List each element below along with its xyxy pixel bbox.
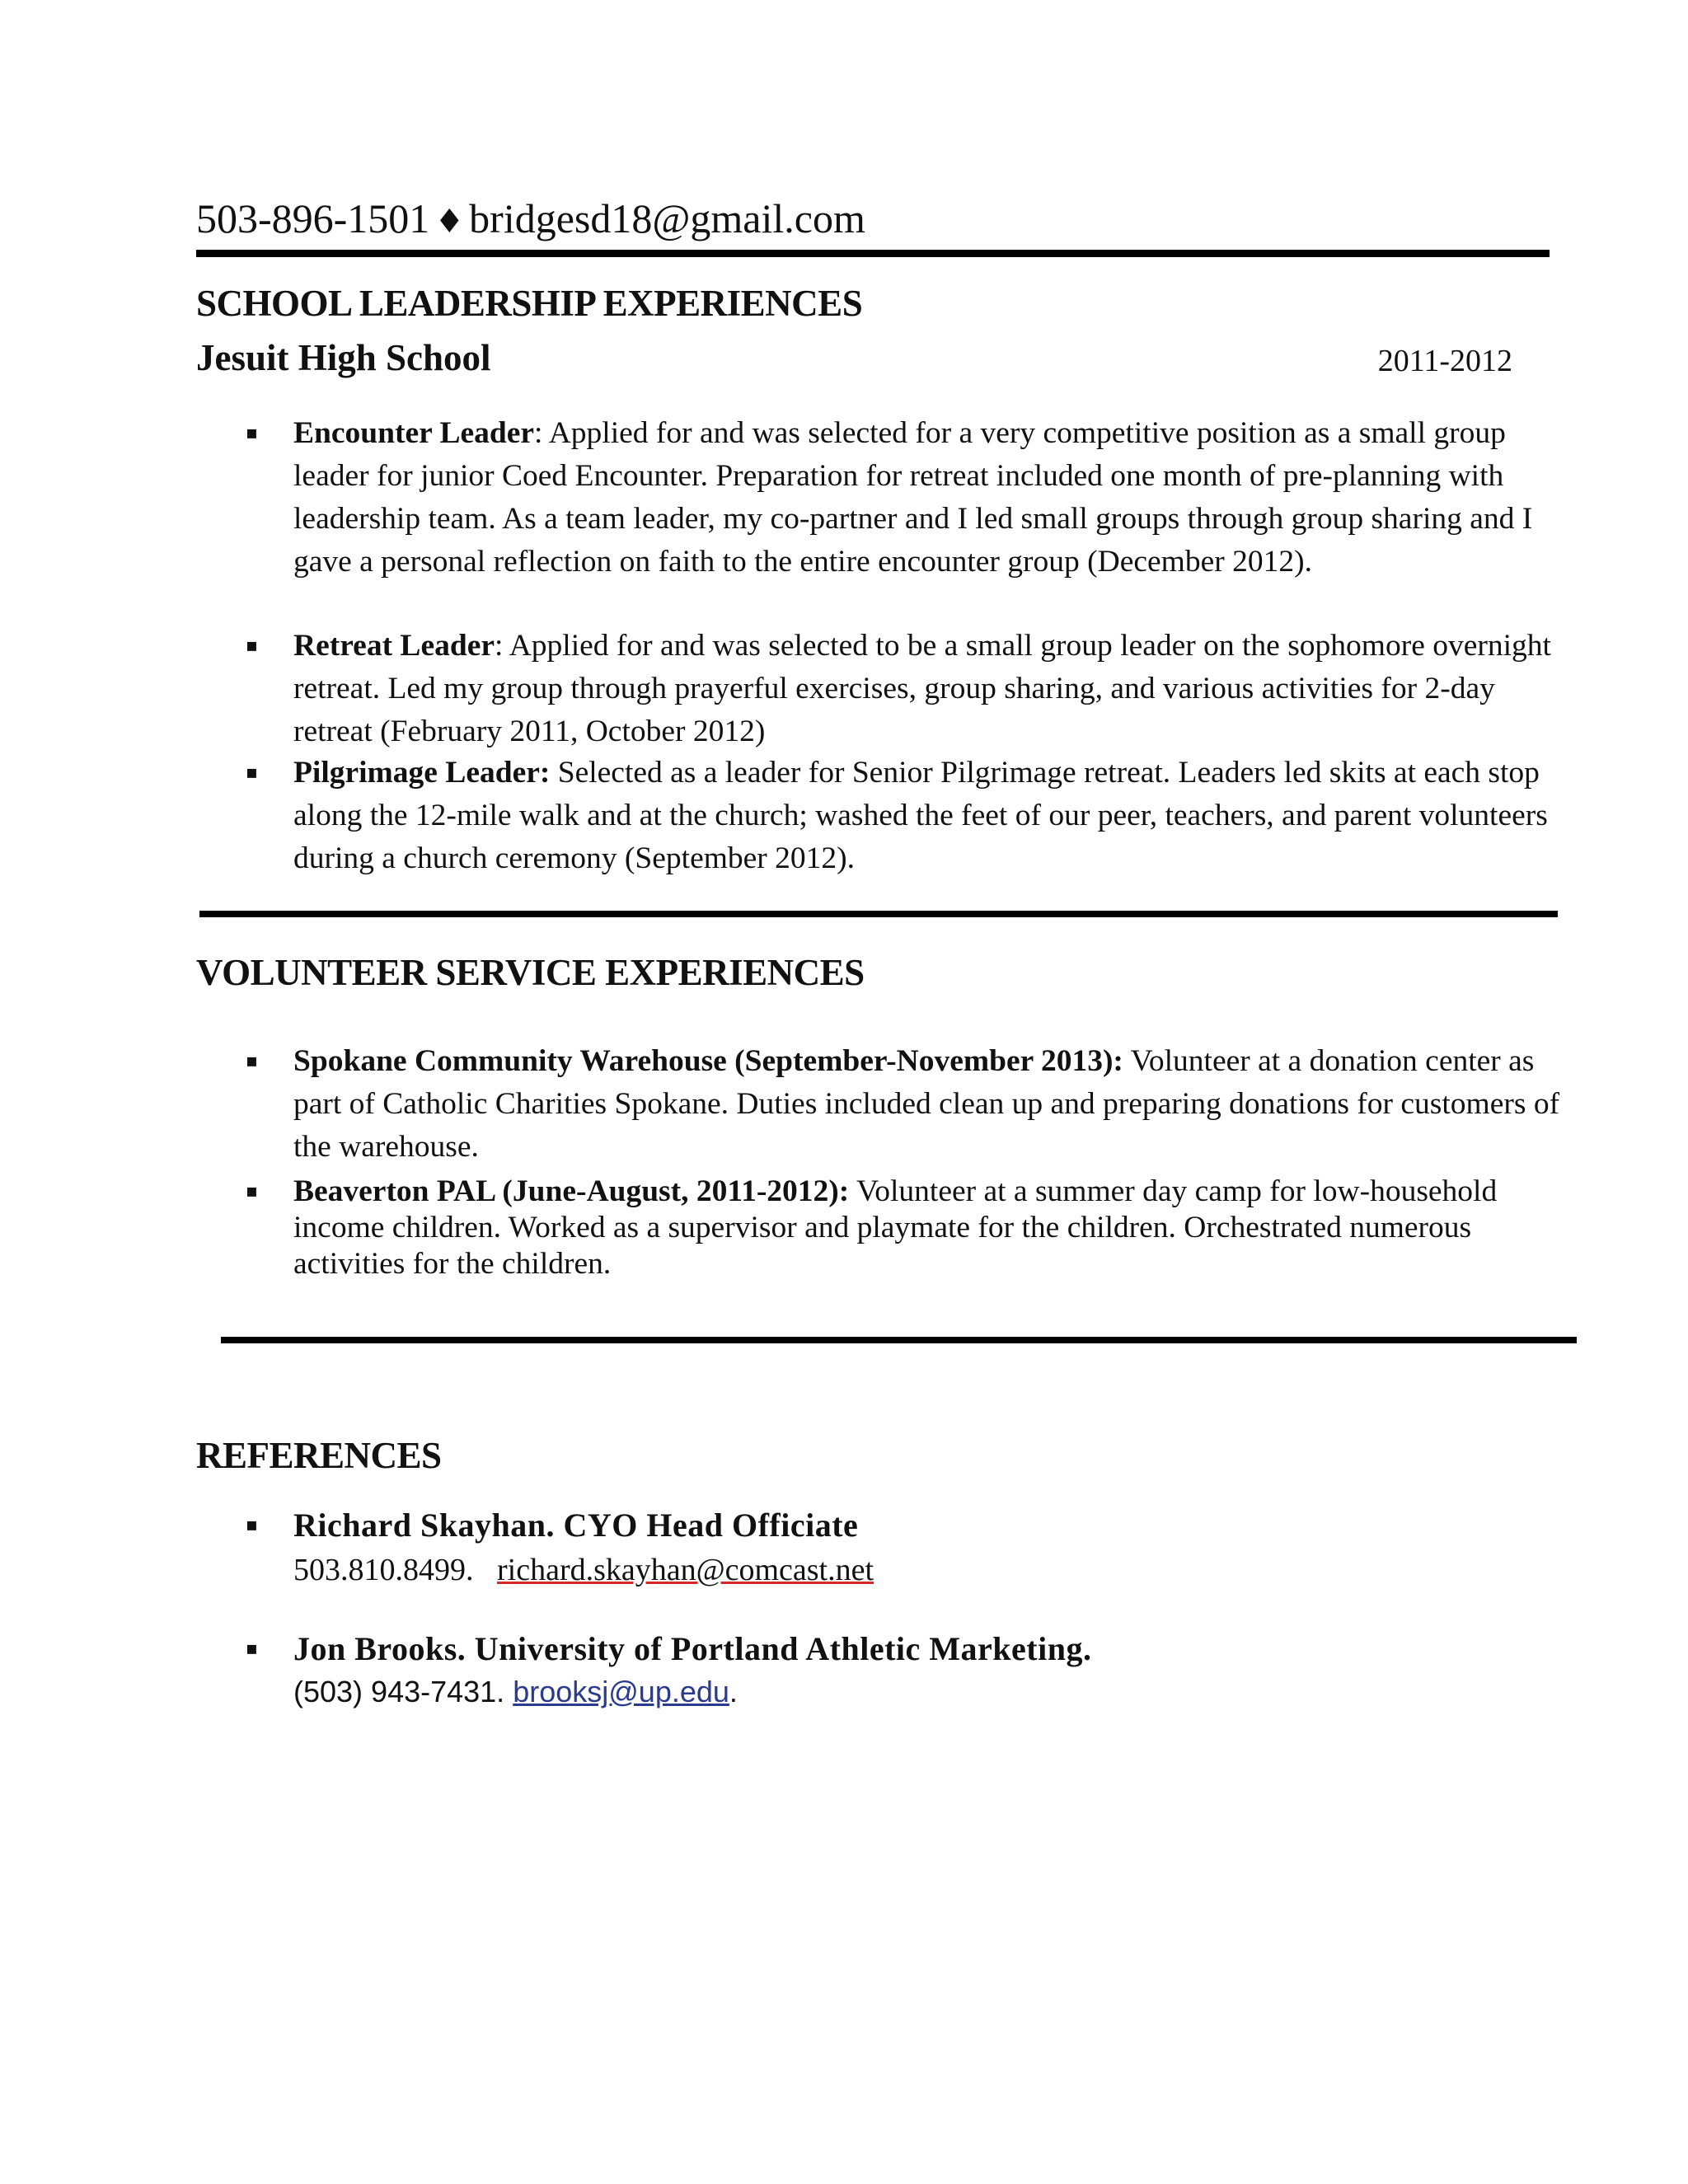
leadership-heading: SCHOOL LEADERSHIP EXPERIENCES: [196, 283, 863, 324]
reference-name: Richard Skayhan. CYO Head Officiate: [293, 1507, 859, 1544]
reference-1-name-line: [246, 1505, 859, 1547]
top-divider: [196, 250, 1550, 257]
contact-email[interactable]: bridgesd18@gmail.com: [469, 195, 865, 241]
reference-name: Jon Brooks. University of Portland Athletic Marketing.: [293, 1630, 1092, 1667]
item-text: Volunteer at a donation center as part of Catholic Charities Spokane. Duties included clean up and preparing donations for customers of the warehouse.: [293, 1044, 1560, 1164]
bottom-divider: [221, 1337, 1577, 1343]
list-item-spokane-warehouse: [246, 1040, 1579, 1169]
item-text: : Applied for and was selected to be a small group leader on the sophomore overnight retreat. Led my group through prayerful exercises, group sharing, and various activities for 2-day retreat (February 2011, October 2012): [293, 629, 1551, 748]
item-title: Pilgrimage Leader:: [293, 756, 551, 790]
item-title: Beaverton PAL (June-August, 2011-2012):: [293, 1174, 850, 1208]
square-bullet-icon: ▪: [246, 762, 258, 783]
square-bullet-icon: ▪: [246, 1515, 258, 1535]
reference-2-name-line: [246, 1629, 1092, 1671]
item-text: Selected as a leader for Senior Pilgrimage retreat. Leaders led skits at each stop along the 12-mile walk and at the church; washed the feet of our peer, teachers, and parent volunteers during a church ceremony (September 2012).: [293, 756, 1548, 875]
volunteer-heading: VOLUNTEER SERVICE EXPERIENCES: [196, 952, 865, 993]
middle-divider: [199, 911, 1558, 917]
reference-phone: 503.810.8499.: [293, 1553, 474, 1587]
reference-phone: (503) 943-7431.: [293, 1675, 505, 1708]
item-text: Volunteer at a summer day camp for low-household income children. Worked as a supervisor and playmate for the children. Orchestrated numerous activities for the children.: [293, 1174, 1498, 1281]
diamond-separator-icon: ♦: [434, 203, 465, 241]
school-years: 2011-2012: [1377, 344, 1512, 378]
reference-trail: .: [729, 1675, 738, 1708]
contact-line: [196, 194, 865, 246]
reference-email-link[interactable]: richard.skayhan@comcast.net: [497, 1553, 874, 1587]
list-item-encounter-leader: [246, 412, 1579, 583]
reference-1-contact-line: [293, 1549, 874, 1591]
contact-phone: 503-896-1501: [196, 195, 430, 241]
list-item-pilgrimage-leader: [246, 752, 1579, 880]
list-item-retreat-leader: [246, 625, 1579, 753]
item-title: Spokane Community Warehouse (September-November 2013):: [293, 1044, 1123, 1078]
square-bullet-icon: ▪: [246, 1051, 258, 1071]
square-bullet-icon: ▪: [246, 1638, 258, 1659]
reference-email-link[interactable]: brooksj@up.edu: [513, 1675, 729, 1708]
item-text: : Applied for and was selected for a very competitive position as a small group leader for junior Coed Encounter. Preparation for retreat included one month of pre-planning with leadership team. As a team leader, my co-partner and I led small groups through group sharing and I gave a personal reflection on faith to the entire encounter group (December 2012).: [293, 416, 1533, 579]
item-title: Encounter Leader: [293, 416, 534, 450]
reference-2-contact-line: [293, 1671, 738, 1713]
square-bullet-icon: ▪: [246, 423, 258, 443]
item-title: Retreat Leader: [293, 629, 495, 663]
school-row: [196, 333, 1512, 382]
square-bullet-icon: ▪: [246, 1181, 258, 1202]
references-heading: REFERENCES: [196, 1435, 442, 1476]
square-bullet-icon: ▪: [246, 635, 258, 656]
list-item-beaverton-pal: [246, 1174, 1579, 1282]
school-name: Jesuit High School: [196, 337, 491, 378]
